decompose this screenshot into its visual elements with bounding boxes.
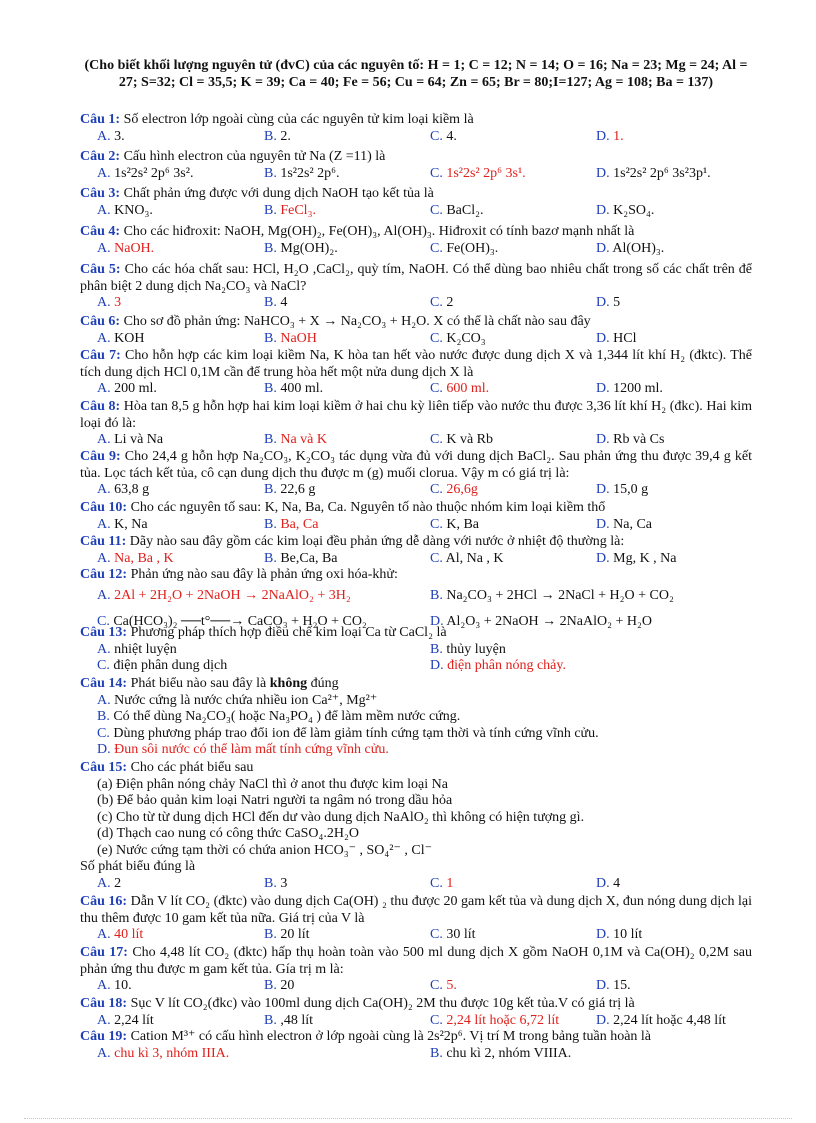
option-b: B. 22,6 g (264, 482, 316, 497)
option-c: C. BaCl₂. (430, 202, 484, 218)
question-label: Câu 18: (80, 996, 128, 1011)
option-c: C. 26,6g (430, 482, 478, 497)
question-text: Dãy nào sau đây gồm các kim loại đều phản ứng dễ dàng với nước ở nhiệt độ thường là: (129, 534, 625, 549)
option-b: B. Ba, Ca (264, 516, 319, 532)
option-c: C. K₂CO₃ (430, 330, 486, 346)
statement-c: (c) Cho từ từ dung dịch HCl đến dư vào dung dịch NaAlO₂ thì không có hiện tượng gì. (97, 809, 585, 825)
question-text: Phát biểu nào sau đây là (130, 676, 267, 691)
question-7 (80, 348, 752, 398)
option-a: A. 2 (97, 875, 122, 891)
option-a: A. KNO₃. (97, 202, 153, 218)
question-text: Cation M³⁺ có cấu hình electron ở lớp ngoài cùng là 2s²2p⁶. Vị trí M trong bảng tuần hoàn là (130, 1029, 652, 1044)
question-label: Câu 4: (80, 224, 121, 239)
option-d: D. 4 (596, 875, 621, 891)
option-a: A. 3 (97, 295, 122, 310)
statement-prompt: Số phát biểu đúng là (80, 859, 196, 874)
question-text: Cho các phát biểu sau (130, 760, 254, 775)
option-d: D. Đun sôi nước có thể làm mất tính cứng vĩnh cửu. (97, 742, 389, 757)
question-text: Số electron lớp ngoài cùng của các nguyên tử kim loại kiềm là (123, 112, 474, 127)
question-text: Chất phản ứng được với dung dịch NaOH tạo kết tủa là (123, 186, 434, 201)
option-a: A. 40 lít (97, 927, 144, 942)
question-1 (80, 112, 752, 145)
question-label: Câu 13: (80, 625, 128, 640)
option-b: B. thủy luyện (430, 641, 506, 657)
question-11 (80, 534, 752, 567)
option-a: A. 2Al + 2H₂O + 2NaOH → 2NaAlO₂ + 3H₂ (97, 587, 351, 603)
question-15 (80, 760, 752, 892)
question-2 (80, 149, 752, 182)
option-c: C. 1 (430, 875, 454, 891)
question-text: Phản ứng nào sau đây là phản ứng oxi hóa-khử: (130, 567, 398, 582)
option-b: B. 400 ml. (264, 381, 324, 396)
option-d: D. Rb và Cs (596, 432, 665, 447)
statement-d: (d) Thạch cao nung có công thức CaSO₄.2H₂O (97, 826, 360, 841)
option-a: A. Na, Ba , K (97, 550, 174, 566)
option-d: D. 1200 ml. (596, 381, 663, 396)
question-label: Câu 3: (80, 186, 121, 201)
question-8 (80, 399, 752, 449)
option-c: C. 2 (430, 295, 454, 310)
option-b: B. 20 lít (264, 927, 310, 942)
option-d: D. 1. (596, 128, 624, 144)
option-b: B. Be,Ca, Ba (264, 550, 338, 566)
question-label: Câu 16: (80, 894, 128, 909)
question-text: Cho các nguyên tố sau: K, Na, Ba, Ca. Nguyên tố nào thuộc nhóm kim loại kiềm thổ (130, 500, 606, 515)
question-10 (80, 500, 752, 533)
option-a: A. NaOH. (97, 240, 155, 256)
option-d: D. 5 (596, 295, 621, 310)
option-c: C. 2,24 lít hoặc 6,72 lít (430, 1012, 560, 1028)
question-label: Câu 1: (80, 112, 121, 127)
question-label: Câu 10: (80, 500, 128, 515)
option-a: A. KOH (97, 330, 145, 346)
option-b: B. 4 (264, 295, 288, 310)
option-a: A. Nước cứng là nước chứa nhiều ion Ca²⁺, Mg²⁺ (97, 692, 378, 708)
question-13 (80, 625, 752, 675)
question-text: Phương pháp thích hợp điều chế kim loại Ca từ CaCl₂ là (130, 625, 447, 640)
option-b: B. 3 (264, 875, 288, 891)
question-6 (80, 314, 752, 347)
question-label: Câu 8: (80, 399, 121, 414)
option-a: A. 63,8 g (97, 482, 150, 497)
question-text: Cấu hình electron của nguyên tử Na (Z =11) là (123, 149, 386, 164)
option-b: B. Na₂CO₃ + 2HCl → 2NaCl + H₂O + CO₂ (430, 587, 674, 603)
option-b: B. Na và K (264, 432, 327, 447)
option-d: D. Al₂O₃ + 2NaOH → 2NaAlO₂ + H₂O (430, 613, 652, 629)
question-14: Câu 14: Phát biểu nào sau đây là không đúng A. Nước cứng là nước chứa nhiều ion Ca²⁺, Mg²⁺ B. Có thể dùng Na₂CO₃( hoặc Na₃PO₄ ) để làm mềm nước cứng. C. Dùng phương pháp trao đổi ion để làm giảm tính cứng tạm thời và tính cứng vĩnh cửu. D. Đun sôi nước có thể làm mất tính cứng vĩnh cửu. (80, 676, 752, 759)
question-label: Câu 19: (80, 1029, 128, 1044)
question-16 (80, 894, 752, 944)
question-label: Câu 15: (80, 760, 128, 775)
option-b: B. Mg(OH)₂. (264, 240, 338, 256)
question-text: Cho các hiđroxit: NaOH, Mg(OH)₂, Fe(OH)₃, Al(OH)₃. Hiđroxit có tính bazơ mạnh nhất là (123, 224, 635, 239)
option-d: D. 15. (596, 978, 631, 993)
question-9 (80, 449, 752, 499)
statement-a: (a) Điện phân nóng chảy NaCl thì ở anot thu được kim loại Na (97, 776, 448, 792)
question-17 (80, 945, 752, 995)
question-label: Câu 9: (80, 449, 121, 464)
option-c: C. 600 ml. (430, 381, 490, 396)
option-d: D. Na, Ca (596, 516, 653, 532)
option-c: C. điện phân dung dịch (97, 658, 228, 673)
option-d: D. 10 lít (596, 927, 643, 942)
question-text: Cho sơ đồ phản ứng: NaHCO₃ + X → Na₂CO₃ + H₂O. X có thể là chất nào sau đây (123, 314, 591, 329)
question-text: Cho các hóa chất sau: HCl, H₂O ,CaCl₂, quỳ tím, NaOH. Có thể dùng bao nhiêu chất trong số các chất trên để phân biệt 2 dung dịch Na₂CO₃ và NaCl? (80, 262, 753, 294)
question-5 (80, 262, 752, 312)
option-a: A. 3. (97, 128, 125, 144)
question-label: Câu 2: (80, 149, 121, 164)
option-c: C. K và Rb (430, 432, 494, 447)
option-a: A. 2,24 lít (97, 1012, 154, 1028)
option-d: D. 1s²2s² 2p⁶ 3s²3p¹. (596, 165, 711, 181)
option-b: B. FeCl₃. (264, 202, 316, 218)
option-a: A. 200 ml. (97, 381, 157, 396)
question-label: Câu 7: (80, 348, 121, 363)
question-label: Câu 17: (80, 945, 128, 960)
option-c: C. 30 lít (430, 927, 476, 942)
question-text: Hòa tan 8,5 g hỗn hợp hai kim loại kiềm ở hai chu kỳ liên tiếp vào nước thu được 3,36 lít khí H₂ (đkc). Hai kim loại đó là: (80, 399, 752, 431)
option-c: C. 1s²2s² 2p⁶ 3s¹. (430, 165, 526, 181)
question-18 (80, 996, 752, 1029)
question-label: Câu 12: (80, 567, 128, 582)
question-text: Cho 24,4 g hỗn hợp Na₂CO₃, K₂CO₃ tác dụng vừa đủ với dung dịch BaCl₂. Sau phản ứng thu được 39,4 g kết tủa. Lọc tách kết tủa, cô cạn dung dịch thu được m (g) muối clorua. Vậy m có giá trị là: (80, 449, 753, 481)
option-b: B. 20 (264, 978, 295, 993)
question-3 (80, 186, 752, 219)
question-12 (80, 567, 752, 632)
question-19 (80, 1029, 752, 1062)
statement-b: (b) Để bảo quản kim loại Natri người ta ngâm nó trong dầu hỏa (97, 793, 453, 808)
option-c: C. Fe(OH)₃. (430, 240, 499, 256)
option-d: D. 15,0 g (596, 482, 649, 497)
option-b: B. chu kì 2, nhóm VIIIA. (430, 1045, 572, 1061)
option-b: B. 2. (264, 128, 291, 144)
option-d: D. HCl (596, 330, 637, 346)
page-bottom-rule (24, 1118, 792, 1119)
option-b: B. 1s²2s² 2p⁶. (264, 165, 340, 181)
option-c: C. Ca(HCO₃)₂ ──t°──→ CaCO₃ + H₂O + CO₂ (97, 613, 367, 629)
option-d: D. Mg, K , Na (596, 550, 677, 566)
question-emphasis: không (269, 676, 308, 691)
option-a: A. K, Na (97, 516, 148, 532)
option-d: D. Al(OH)₃. (596, 240, 665, 256)
option-a: A. 10. (97, 978, 132, 993)
question-label: Câu 6: (80, 314, 121, 329)
option-d: D. 2,24 lít hoặc 4,48 lít (596, 1012, 726, 1028)
option-c: C. Dùng phương pháp trao đổi ion để làm giảm tính cứng tạm thời và tính cứng vĩnh cửu. (97, 725, 599, 741)
question-text: Cho 4,48 lít CO₂ (đktc) hấp thụ hoàn toàn vào 500 ml dung dịch X gồm NaOH 0,1M và Ca(OH)₂ 0,2M sau phản ứng thu được m gam kết tủa. Gía trị m là: (80, 945, 753, 977)
option-b: B. Có thể dùng Na₂CO₃( hoặc Na₃PO₄ ) để làm mềm nước cứng. (97, 709, 461, 724)
option-c: C. 4. (430, 128, 457, 144)
option-c: C. 5. (430, 978, 457, 993)
option-b: B. NaOH (264, 330, 317, 346)
question-label: Câu 5: (80, 262, 121, 277)
option-d: D. K₂SO₄. (596, 202, 655, 218)
question-label: Câu 11: (80, 534, 127, 549)
statement-e: (e) Nước cứng tạm thời có chứa anion HCO₃⁻ , SO₄²⁻ , Cl⁻ (97, 842, 432, 858)
question-label: Câu 14: (80, 676, 128, 691)
option-a: A. chu kì 3, nhóm IIIA. (97, 1045, 230, 1061)
option-a: A. 1s²2s² 2p⁶ 3s². (97, 165, 194, 181)
option-d: D. điện phân nóng chảy. (430, 658, 566, 673)
option-a: A. nhiệt luyện (97, 641, 177, 657)
option-b: B. ,48 lít (264, 1012, 314, 1028)
atomic-mass-header: (Cho biết khối lượng nguyên tử (đvC) của các nguyên tố: H = 1; C = 12; N = 14; O = 16; Na = 23; Mg = 24; Al = 27; S=32; Cl = 35,5; K = 39; Ca = 40; Fe = 56; Cu = 64; Zn = 65; Br = 80;I=127; Ag = 108; Ba = 137) (84, 58, 748, 90)
question-4 (80, 224, 752, 257)
option-c: C. Al, Na , K (430, 550, 504, 566)
question-text: Dẫn V lít CO₂ (đktc) vào dung dịch Ca(OH) ₂ thu được 20 gam kết tủa và dung dịch X, đun nóng dung dịch lại thu thêm được 10 gam kết tủa nữa. Giá trị của V là (80, 894, 752, 926)
option-a: A. Li và Na (97, 432, 164, 447)
question-text: Cho hỗn hợp các kim loại kiềm Na, K hòa tan hết vào nước được dung dịch X và 1,344 lít khí H₂ (đktc). Thể tích dung dịch HCl 0,1M cần để trung hòa hết một nửa dung dịch X là (80, 348, 753, 380)
option-c: C. K, Ba (430, 516, 480, 532)
question-text: Sục V lít CO₂(đkc) vào 100ml dung dịch Ca(OH)₂ 2M thu được 10g kết tủa.V có giá trị là (130, 996, 635, 1011)
